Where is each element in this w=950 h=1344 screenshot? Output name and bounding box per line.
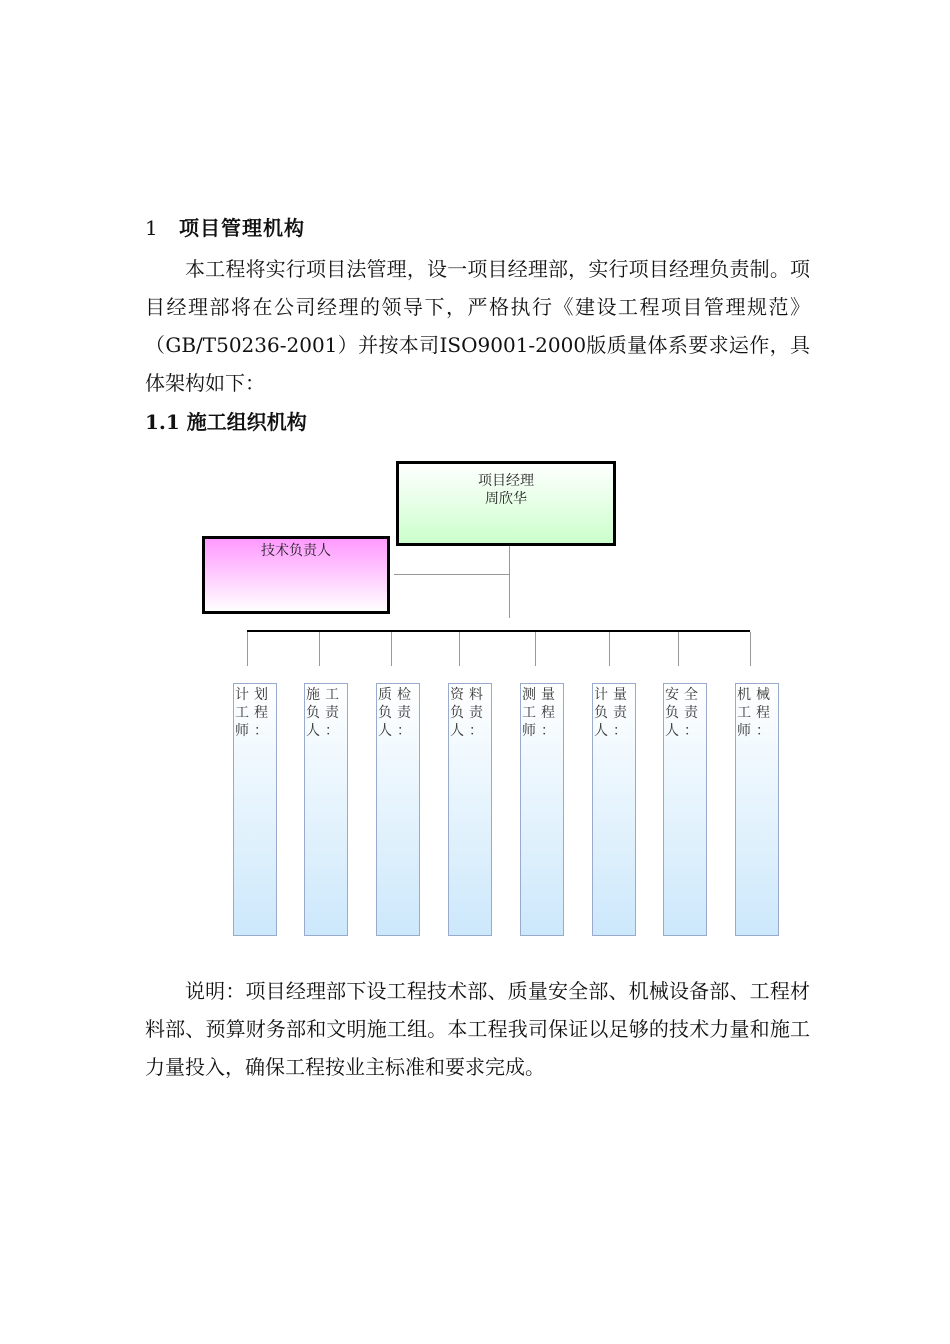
tech-lead-box xyxy=(202,536,390,614)
subsection-heading: 1.1 施工组织机构 xyxy=(145,410,307,434)
department-box xyxy=(376,683,420,936)
drop-line xyxy=(609,632,610,666)
drop-line xyxy=(750,632,751,666)
department-label: 质检负责人： xyxy=(378,687,416,739)
project-manager-name: 周欣华 xyxy=(485,491,527,507)
section-heading xyxy=(145,212,305,241)
department-label: 测量工程师： xyxy=(522,687,560,739)
department-label: 计量负责人： xyxy=(594,687,632,739)
drop-line xyxy=(678,632,679,666)
intro-paragraph: 本工程将实行项目法管理，设一项目经理部，实行项目经理负责制。项目经理部将在公司经理的领导下，严格执行《建设工程项目管理规范》（GB/T50236-2001）并按本司ISO9001-2000版质量体系要求运作，具体架构如下： xyxy=(145,257,810,395)
drop-line xyxy=(319,632,320,666)
department-label: 安全负责人： xyxy=(665,687,703,739)
department-box xyxy=(735,683,779,936)
department-box xyxy=(448,683,492,936)
project-manager-box xyxy=(396,461,616,546)
note-paragraph: 说明：项目经理部下设工程技术部、质量安全部、机械设备部、工程材料部、预算财务部和文明施工组。本工程我司保证以足够的技术力量和施工力量投入，确保工程按业主标准和要求完成。 xyxy=(145,979,810,1079)
department-box xyxy=(663,683,707,936)
project-manager-role: 项目经理 xyxy=(478,473,534,489)
tech-lead-connector-line xyxy=(394,574,509,575)
department-box xyxy=(592,683,636,936)
drop-line xyxy=(247,632,248,666)
tech-lead-label: 技术负责人 xyxy=(261,543,331,559)
department-label: 计划工程师： xyxy=(235,687,273,739)
section-title: 项目管理机构 xyxy=(179,216,305,240)
department-box xyxy=(520,683,564,936)
drop-line xyxy=(459,632,460,666)
drop-line xyxy=(535,632,536,666)
department-label: 资料负责人： xyxy=(450,687,488,739)
department-label: 施工负责人： xyxy=(306,687,344,739)
section-number: 1 xyxy=(145,216,159,240)
department-label: 机械工程师： xyxy=(737,687,775,739)
department-box xyxy=(233,683,277,936)
department-box xyxy=(304,683,348,936)
drop-line xyxy=(391,632,392,666)
manager-connector-line xyxy=(509,546,510,618)
horizontal-bus-line xyxy=(247,630,750,632)
